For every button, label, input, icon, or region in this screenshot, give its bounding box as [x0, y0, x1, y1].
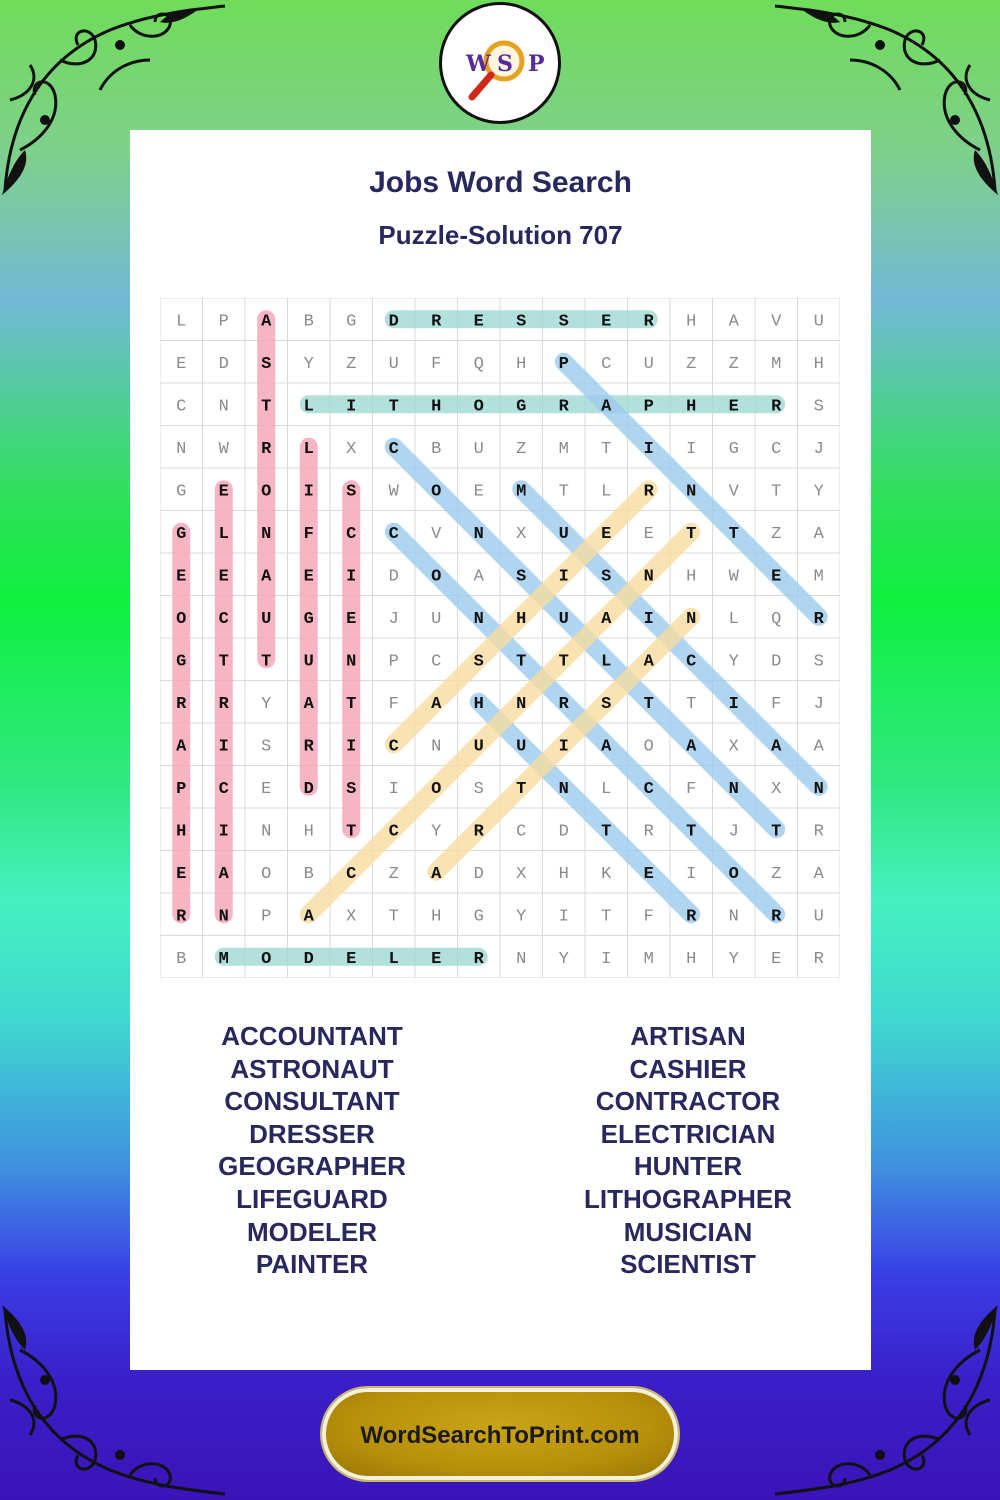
grid-cell-letter[interactable]: I	[643, 609, 654, 629]
grid-cell-letter[interactable]: C	[431, 652, 442, 672]
grid-cell-letter[interactable]: S	[813, 397, 824, 417]
grid-cell-letter[interactable]: C	[601, 354, 612, 374]
grid-cell-letter[interactable]: S	[261, 354, 272, 374]
word-list-left	[162, 1020, 462, 1281]
grid-cell-letter[interactable]: P	[643, 397, 654, 417]
grid-cell-letter[interactable]: F	[303, 524, 314, 544]
grid-cell-letter[interactable]: C	[771, 439, 782, 459]
grid-cell-letter[interactable]: E	[346, 609, 357, 629]
grid-cell-letter[interactable]: L	[303, 439, 314, 459]
grid-cell-letter[interactable]: X	[516, 864, 527, 884]
grid-cell-letter[interactable]: P	[176, 779, 187, 799]
grid-cell-letter[interactable]: G	[176, 482, 187, 502]
word-list-item: ARTISAN	[630, 1021, 746, 1051]
grid-cell-letter[interactable]: I	[686, 439, 697, 459]
grid-cell-letter[interactable]: N	[686, 482, 697, 502]
word-list-item: LIFEGUARD	[236, 1183, 388, 1214]
grid-cell-letter[interactable]: E	[771, 567, 782, 587]
grid-cell-letter[interactable]: E	[431, 949, 442, 969]
grid-cell-letter[interactable]: R	[473, 822, 484, 842]
grid-cell-letter[interactable]: A	[176, 737, 187, 757]
grid-cell-letter[interactable]: F	[771, 694, 782, 714]
word-list-item: CONSULTANT	[224, 1086, 400, 1117]
grid-cell-letter[interactable]: R	[558, 397, 569, 417]
grid-cell-letter[interactable]: N	[558, 779, 569, 799]
grid-cell-letter[interactable]: T	[388, 907, 399, 927]
grid-cell-letter[interactable]: N	[261, 822, 272, 842]
grid-cell-letter[interactable]: P	[558, 354, 569, 374]
grid-cell-letter[interactable]: T	[558, 482, 569, 502]
grid-cell-letter[interactable]: N	[813, 779, 824, 799]
grid-cell-letter[interactable]: E	[303, 567, 314, 587]
grid-cell-letter[interactable]: C	[176, 397, 187, 417]
grid-cell-letter[interactable]: Z	[728, 354, 739, 374]
grid-cell-letter[interactable]: T	[261, 397, 272, 417]
grid-cell-letter[interactable]: U	[558, 524, 569, 544]
grid-cell-letter[interactable]: T	[686, 694, 697, 714]
grid-cell-letter[interactable]: V	[431, 524, 442, 544]
grid-cell-letter[interactable]: Z	[346, 354, 357, 374]
grid-cell-letter[interactable]: N	[728, 907, 739, 927]
grid-cell-letter[interactable]: P	[388, 652, 399, 672]
grid-cell-letter[interactable]: R	[771, 907, 782, 927]
grid-cell-letter[interactable]: X	[728, 737, 739, 757]
grid-cell-letter[interactable]: O	[261, 482, 272, 502]
grid-cell-letter[interactable]: T	[601, 822, 612, 842]
grid-cell-letter[interactable]: U	[516, 737, 527, 757]
grid-cell-letter[interactable]: R	[813, 949, 824, 969]
grid-cell-letter[interactable]: R	[686, 907, 697, 927]
word-list-item: LITHOGRAPHER	[584, 1183, 792, 1214]
grid-cell-letter[interactable]: N	[176, 439, 187, 459]
grid-cell-letter[interactable]: L	[601, 652, 612, 672]
grid-cell-letter[interactable]: A	[643, 652, 654, 672]
grid-cell-letter[interactable]: S	[261, 737, 272, 757]
grid-cell-letter[interactable]: B	[431, 439, 442, 459]
grid-cell-letter[interactable]: G	[473, 907, 484, 927]
grid-cell-letter[interactable]: A	[431, 864, 442, 884]
grid-cell-letter[interactable]: T	[516, 779, 527, 799]
grid-cell-letter[interactable]: T	[686, 822, 697, 842]
grid-cell-letter[interactable]: C	[516, 822, 527, 842]
grid-cell-letter[interactable]: S	[601, 567, 612, 587]
site-link-button[interactable]	[322, 1388, 678, 1480]
grid-cell-letter[interactable]: O	[431, 567, 442, 587]
word-list-item: CASHIER	[629, 1053, 747, 1084]
grid-cell-letter[interactable]: D	[388, 312, 399, 332]
grid-cell-letter[interactable]: T	[601, 907, 612, 927]
grid-cell-letter[interactable]: N	[686, 609, 697, 629]
grid-cell-letter[interactable]: H	[558, 864, 569, 884]
grid-cell-letter[interactable]: A	[473, 567, 484, 587]
grid-cell-letter[interactable]: A	[261, 567, 272, 587]
grid-cell-letter[interactable]: F	[686, 779, 697, 799]
grid-cell-letter[interactable]: U	[473, 439, 484, 459]
word-list-item: ASTRONAUT	[230, 1053, 394, 1084]
grid-cell-letter[interactable]: T	[261, 652, 272, 672]
grid-cell-letter[interactable]: D	[473, 864, 484, 884]
grid-cell-letter[interactable]: H	[431, 907, 442, 927]
word-list-item: HUNTER	[633, 1151, 743, 1182]
grid-cell-letter[interactable]: A	[771, 737, 782, 757]
grid-cell-letter[interactable]: X	[516, 524, 527, 544]
grid-cell-letter[interactable]: I	[303, 482, 314, 502]
grid-cell-letter[interactable]: S	[346, 482, 357, 502]
grid-cell-letter[interactable]: G	[303, 609, 314, 629]
grid-cell-letter[interactable]: T	[346, 694, 357, 714]
grid-cell-letter[interactable]: D	[771, 652, 782, 672]
grid-cell-letter[interactable]: T	[346, 822, 357, 842]
grid-cell-letter[interactable]: R	[558, 694, 569, 714]
grid-cell-letter[interactable]: G	[176, 652, 187, 672]
grid-cell-letter[interactable]: P	[261, 907, 272, 927]
logo-letter-p: P	[528, 51, 545, 77]
grid-cell-letter[interactable]: I	[728, 694, 739, 714]
grid-cell-letter[interactable]: E	[346, 949, 357, 969]
grid-cell-letter[interactable]: L	[728, 609, 739, 629]
grid-cell-letter[interactable]: J	[813, 694, 824, 714]
grid-cell-letter[interactable]: U	[558, 609, 569, 629]
grid-cell-letter[interactable]: T	[771, 482, 782, 502]
grid-cell-letter[interactable]: H	[431, 397, 442, 417]
grid-cell-letter[interactable]: L	[303, 397, 314, 417]
grid-cell-letter[interactable]: C	[686, 652, 697, 672]
grid-cell-letter[interactable]: Z	[771, 524, 782, 544]
grid-cell-letter[interactable]: R	[813, 609, 824, 629]
grid-cell-letter[interactable]: F	[388, 694, 399, 714]
grid-cell-letter[interactable]: S	[813, 652, 824, 672]
site-link-label: WordSearchToPrint.com	[360, 1422, 640, 1449]
grid-cell-letter[interactable]: G	[346, 312, 357, 332]
grid-cell-letter[interactable]: E	[643, 524, 654, 544]
grid-cell-letter[interactable]: O	[728, 864, 739, 884]
grid-cell-letter[interactable]: T	[601, 439, 612, 459]
grid-cell-letter[interactable]: E	[176, 864, 187, 884]
grid-cell-letter[interactable]: Z	[516, 439, 527, 459]
grid-cell-letter[interactable]: I	[686, 864, 697, 884]
grid-cell-letter[interactable]: J	[813, 439, 824, 459]
grid-cell-letter[interactable]: R	[771, 397, 782, 417]
grid-cell-letter[interactable]: D	[388, 567, 399, 587]
grid-cell-letter[interactable]: Y	[728, 949, 739, 969]
grid-cell-letter[interactable]: R	[431, 312, 442, 332]
grid-cell-letter[interactable]: Y	[431, 822, 442, 842]
grid-cell-letter[interactable]: N	[516, 694, 527, 714]
grid-cell-letter[interactable]: U	[431, 609, 442, 629]
grid-cell-letter[interactable]: A	[303, 907, 314, 927]
grid-cell-letter[interactable]: M	[218, 949, 229, 969]
grid-cell-letter[interactable]: D	[558, 822, 569, 842]
grid-cell-letter[interactable]: E	[176, 567, 187, 587]
grid-cell-letter[interactable]: E	[473, 482, 484, 502]
grid-cell-letter[interactable]: C	[643, 779, 654, 799]
grid-cell-letter[interactable]: N	[218, 907, 229, 927]
grid-cell-letter[interactable]: V	[771, 312, 782, 332]
grid-cell-letter[interactable]: Y	[303, 354, 314, 374]
grid-cell-letter[interactable]: T	[771, 822, 782, 842]
grid-cell-letter[interactable]: T	[388, 397, 399, 417]
grid-cell-letter[interactable]: C	[388, 439, 399, 459]
site-logo[interactable]	[439, 2, 561, 124]
grid-cell-letter[interactable]: E	[473, 312, 484, 332]
grid-cell-letter[interactable]: E	[643, 864, 654, 884]
grid-cell-letter[interactable]: M	[516, 482, 527, 502]
grid-cell-letter[interactable]: E	[176, 354, 187, 374]
grid-cell-letter[interactable]: I	[558, 907, 569, 927]
grid-cell-letter[interactable]: D	[303, 949, 314, 969]
grid-cell-letter[interactable]: D	[218, 354, 229, 374]
grid-cell-letter[interactable]: I	[346, 397, 357, 417]
grid-cell-letter[interactable]: M	[643, 949, 654, 969]
grid-cell-letter[interactable]: E	[261, 779, 272, 799]
grid-cell-letter[interactable]: A	[686, 737, 697, 757]
grid-cell-letter[interactable]: N	[218, 397, 229, 417]
grid-cell-letter[interactable]: L	[601, 482, 612, 502]
grid-cell-letter[interactable]: C	[346, 524, 357, 544]
word-list-item: ACCOUNTANT	[221, 1021, 403, 1051]
grid-cell-letter[interactable]: L	[218, 524, 229, 544]
grid-cell-letter[interactable]: R	[218, 694, 229, 714]
grid-cell-letter[interactable]: H	[686, 949, 697, 969]
grid-cell-letter[interactable]: T	[686, 524, 697, 544]
grid-cell-letter[interactable]: Q	[771, 609, 782, 629]
grid-cell-letter[interactable]: C	[346, 864, 357, 884]
grid-cell-letter[interactable]: S	[473, 779, 484, 799]
page-title: Jobs Word Search	[369, 166, 632, 199]
grid-cell-letter[interactable]: F	[431, 354, 442, 374]
grid-cell-letter[interactable]: N	[346, 652, 357, 672]
grid-cell-letter[interactable]: L	[388, 949, 399, 969]
page-subtitle: Puzzle-Solution 707	[378, 220, 623, 250]
grid-cell-letter[interactable]: I	[388, 779, 399, 799]
grid-cell-letter[interactable]: E	[771, 949, 782, 969]
grid-cell-letter[interactable]: Y	[516, 907, 527, 927]
grid-cell-letter[interactable]: A	[218, 864, 229, 884]
grid-cell-letter[interactable]: A	[813, 524, 824, 544]
grid-cell-letter[interactable]: R	[643, 482, 654, 502]
grid-cell-letter[interactable]: A	[601, 397, 612, 417]
grid-cell-letter[interactable]: C	[388, 737, 399, 757]
grid-cell-letter[interactable]: N	[473, 524, 484, 544]
grid-cell-letter[interactable]: A	[813, 864, 824, 884]
grid-cell-letter[interactable]: I	[346, 737, 357, 757]
grid-cell-letter[interactable]: G	[728, 439, 739, 459]
grid-cell-letter[interactable]: E	[218, 482, 229, 502]
grid-cell-letter[interactable]: O	[431, 482, 442, 502]
grid-cell-letter[interactable]: T	[218, 652, 229, 672]
word-list-item: ELECTRICIAN	[600, 1118, 776, 1149]
grid-cell-letter[interactable]: E	[601, 524, 612, 544]
grid-cell-letter[interactable]: U	[813, 907, 824, 927]
grid-cell-letter[interactable]: V	[728, 482, 739, 502]
word-list-item: DRESSER	[249, 1118, 375, 1149]
grid-cell-letter[interactable]: Z	[771, 864, 782, 884]
grid-cell-letter[interactable]: U	[813, 312, 824, 332]
logo-letter-s: S	[497, 51, 513, 77]
grid-cell-letter[interactable]: R	[176, 694, 187, 714]
grid-cell-letter[interactable]: N	[516, 949, 527, 969]
grid-cell-letter[interactable]: N	[643, 567, 654, 587]
grid-cell-letter[interactable]: H	[473, 694, 484, 714]
grid-cell-letter[interactable]: L	[601, 779, 612, 799]
grid-cell-letter[interactable]: U	[388, 354, 399, 374]
grid-cell-letter[interactable]: X	[346, 439, 357, 459]
grid-cell-letter[interactable]: Y	[261, 694, 272, 714]
grid-cell-letter[interactable]: Y	[558, 949, 569, 969]
grid-cell-letter[interactable]: P	[218, 312, 229, 332]
grid-cell-letter[interactable]: C	[218, 779, 229, 799]
grid-cell-letter[interactable]: O	[643, 737, 654, 757]
word-list-right	[538, 1020, 838, 1281]
grid-cell-letter[interactable]: G	[516, 397, 527, 417]
grid-cell-letter[interactable]: Z	[686, 354, 697, 374]
grid-cell-letter[interactable]: H	[813, 354, 824, 374]
grid-cell-letter[interactable]: A	[261, 312, 272, 332]
grid-cell-letter[interactable]: S	[516, 567, 527, 587]
grid-cell-letter[interactable]: L	[176, 312, 187, 332]
grid-cell-letter[interactable]: B	[303, 864, 314, 884]
grid-cell-letter[interactable]: H	[516, 354, 527, 374]
grid-cell-letter[interactable]: I	[643, 439, 654, 459]
word-list-item: SCIENTIST	[620, 1249, 756, 1280]
grid-cell-letter[interactable]: T	[558, 652, 569, 672]
grid-cell-letter[interactable]: A	[303, 694, 314, 714]
grid-cell-letter[interactable]: R	[473, 949, 484, 969]
grid-cell-letter[interactable]: T	[643, 694, 654, 714]
grid-cell-letter[interactable]: E	[601, 312, 612, 332]
grid-cell-letter[interactable]: T	[516, 652, 527, 672]
grid-cell-letter[interactable]: I	[558, 567, 569, 587]
grid-cell-letter[interactable]: S	[516, 312, 527, 332]
grid-cell-letter[interactable]: T	[728, 524, 739, 544]
grid-cell-letter[interactable]: U	[261, 609, 272, 629]
grid-cell-letter[interactable]: J	[728, 822, 739, 842]
grid-cell-letter[interactable]: U	[643, 354, 654, 374]
word-list-item: CONTRACTOR	[595, 1086, 781, 1117]
grid-cell-letter[interactable]: W	[728, 567, 739, 587]
grid-cell-letter[interactable]: G	[176, 524, 187, 544]
grid-cell-letter[interactable]: R	[303, 737, 314, 757]
grid-cell-letter[interactable]: I	[218, 822, 229, 842]
grid-cell-letter[interactable]: Y	[728, 652, 739, 672]
grid-cell-letter[interactable]: K	[601, 864, 612, 884]
grid-cell-letter[interactable]: H	[686, 312, 697, 332]
grid-cell-letter[interactable]: R	[176, 907, 187, 927]
grid-cell-letter[interactable]: X	[346, 907, 357, 927]
grid-cell-letter[interactable]: N	[431, 737, 442, 757]
grid-cell-letter[interactable]: O	[261, 864, 272, 884]
word-list-item: MUSICIAN	[623, 1216, 753, 1247]
word-list-item: GEOGRAPHER	[218, 1151, 406, 1182]
grid-cell-letter[interactable]: I	[346, 567, 357, 587]
word-search-grid[interactable]	[160, 298, 840, 978]
grid-cell-letter[interactable]: A	[728, 312, 739, 332]
grid-cell-letter[interactable]: U	[473, 737, 484, 757]
grid-cell-letter[interactable]: C	[388, 524, 399, 544]
word-list-item: MODELER	[247, 1216, 377, 1247]
grid-cell-letter[interactable]: A	[601, 609, 612, 629]
grid-cell-letter[interactable]: U	[303, 652, 314, 672]
grid-cell-letter[interactable]: O	[176, 609, 187, 629]
grid-cell-letter[interactable]: S	[601, 694, 612, 714]
grid-cell-letter[interactable]: M	[558, 439, 569, 459]
grid-cell-letter[interactable]: E	[728, 397, 739, 417]
grid-cell-letter[interactable]: S	[558, 312, 569, 332]
grid-cell-letter[interactable]: S	[346, 779, 357, 799]
grid-cell-letter[interactable]: R	[643, 312, 654, 332]
grid-cell-letter[interactable]: H	[303, 822, 314, 842]
grid-cell-letter[interactable]: F	[643, 907, 654, 927]
grid-cell-letter[interactable]: N	[728, 779, 739, 799]
grid-cell-letter[interactable]: I	[558, 737, 569, 757]
grid-cell-letter[interactable]: B	[176, 949, 187, 969]
grid-cell-letter[interactable]: A	[601, 737, 612, 757]
grid-cell-letter[interactable]: A	[813, 737, 824, 757]
grid-cell-letter[interactable]: S	[473, 652, 484, 672]
grid-cell-letter[interactable]: D	[303, 779, 314, 799]
grid-cell-letter[interactable]: O	[261, 949, 272, 969]
grid-cell-letter[interactable]: H	[176, 822, 187, 842]
word-list-item: PAINTER	[255, 1249, 369, 1280]
logo-letter-w: W	[466, 51, 491, 77]
grid-cell-letter[interactable]: X	[771, 779, 782, 799]
grid-cell-letter[interactable]: Z	[388, 864, 399, 884]
grid-cell-letter[interactable]: N	[473, 609, 484, 629]
grid-cell-letter[interactable]: B	[303, 312, 314, 332]
grid-cell-letter[interactable]: Y	[813, 482, 824, 502]
grid-cell-letter[interactable]: E	[218, 567, 229, 587]
grid-cell-letter[interactable]: O	[431, 779, 442, 799]
grid-cell-letter[interactable]: M	[771, 354, 782, 374]
grid-cell-letter[interactable]: C	[218, 609, 229, 629]
grid-cell-letter[interactable]: R	[261, 439, 272, 459]
grid-cell-letter[interactable]: J	[388, 609, 399, 629]
grid-cell-letter[interactable]: H	[686, 397, 697, 417]
grid-cell-letter[interactable]: O	[473, 397, 484, 417]
grid-cell-letter[interactable]: H	[516, 609, 527, 629]
magnifier-icon	[442, 5, 558, 121]
grid-cell-letter[interactable]: M	[813, 567, 824, 587]
grid-cell-letter[interactable]: W	[388, 482, 399, 502]
grid-cell-letter[interactable]: N	[261, 524, 272, 544]
grid-cell-letter[interactable]: R	[643, 822, 654, 842]
grid-cell-letter[interactable]: A	[431, 694, 442, 714]
grid-cell-letter[interactable]: R	[813, 822, 824, 842]
grid-cell-letter[interactable]: W	[218, 439, 229, 459]
grid-cell-letter[interactable]: I	[218, 737, 229, 757]
grid-cell-letter[interactable]: I	[601, 949, 612, 969]
grid-cell-letter[interactable]: C	[388, 822, 399, 842]
grid-cell-letter[interactable]: H	[686, 567, 697, 587]
grid-cell-letter[interactable]: Q	[473, 354, 484, 374]
